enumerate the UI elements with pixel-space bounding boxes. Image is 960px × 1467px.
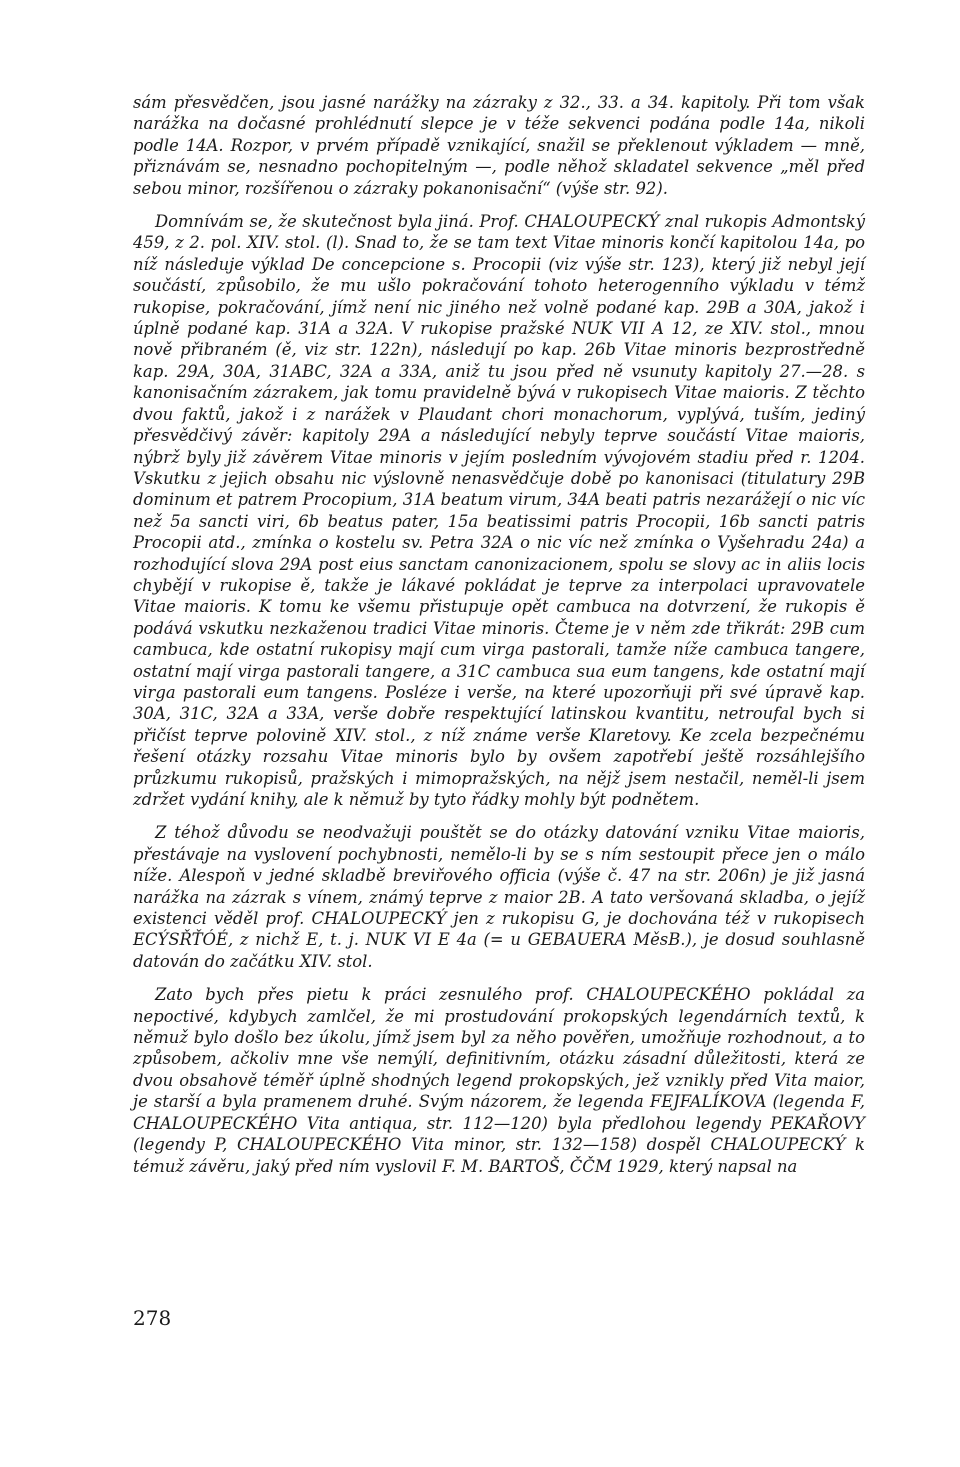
paragraph-1: sám přesvědčen, jsou jasné narážky na zázraky z 32., 33. a 34. kapitoly. Při tom však narážka na dočasné prohlédnutí slepce je v téže sekvenci podána podle 14a, nikoli podle 14A. Rozpor, v prvém případě vznikající, snažil se překlenout výkladem — mně, přiznávám se, nesnadno pochopitelným —, podle něhož skladatel sekvence „měl před sebou minor, rozšířenou o zázraky pokanonisační“ (výše str. 92).	[133, 93, 865, 198]
paragraph-2: Domnívám se, že skutečnost byla jiná. Prof. CHALOUPECKÝ znal rukopis Admontský 459, z 2. pol. XIV. stol. (l). Snad to, že se tam text Vitae minoris končí kapitolou 14a, po níž následuje výklad De concepcione s. Procopii (viz výše str. 123), který již nebyl její součástí, způsobilo, že mu ušlo pokračování tohoto heterogenního výkladu v témž rukopise, pokračování, jímž není nic jiného než volně podané kap. 29B a 30A, jakož i úplně podané kap. 31A a 32A. V rukopise pražské NUK VII A 12, ze XIV. stol., mnou nově přibraném (ě, viz str. 122n), následují po kap. 26b Vitae minoris bezprostředně kap. 29A, 30A, 31ABC, 32A a 33A, aniž tu jsou před ně vsunuty kapitoly 27.—28. s kanonisačním zázrakem, jak tomu pravidelně bývá v rukopisech Vitae maioris. Z těchto dvou faktů, jakož i z narážek v Plaudant chori monachorum, vyplývá, tuším, jediný přesvědčivý závěr: kapitoly 29A a následující nebyly teprve součástí Vitae maioris, nýbrž byly již závěrem Vitae minoris v jejím posledním vývojovém stadiu před r. 1204. Vskutku z jejich obsahu nic výslovně nenasvědčuje době po kanonisaci (titulatury 29B dominum et patrem Procopium, 31A beatum virum, 34A beati patris nezarážejí o nic víc než 5a sancti viri, 6b beatus pater, 15a beatissimi patris Procopii, 16b sancti patris Procopii atd., zmínka o kostelu sv. Petra 32A o nic víc než zmínka o Vyšehradu 24a) a rozhodující slova 29A post eius sanctam canonizacionem, spolu se slovy ac in aliis locis chybějí v rukopise ě, takže je lákavé pokládat je teprve za interpolaci upravovatele Vitae maioris. K tomu ke všemu přistupuje opět cambuca na dotvrzení, že rukopis ě podává vskutku nezkaženou tradici Vitae minoris. Čteme je v něm zde třikrát: 29B cum cambuca, kde ostatní rukopisy mají cum virga pastorali, tamže níže cambuca tangere, ostatní mají virga pastorali tangere, a 31C cambuca sua eum tangens, kde ostatní mají virga pastorali eum tangens. Posléze i verše, na které upozorňuji při své úpravě kap. 30A, 31C, 32A a 33A, verše dobře respektující latinskou kvantitu, netroufal bych si přičíst teprve polovině XIV. stol., z níž známe verše Klaretovy. Ke zcela bezpečnému řešení otázky rozsahu Vitae minoris bylo by ovšem zapotřebí ještě rozsáhlejšího průzkumu rukopisů, pražských i mimopražských, na nějž jsem nestačil, neměl-li jsem zdržet vydání knihy, ale k němuž by tyto řádky mohly být podnětem.	[133, 212, 865, 809]
page-number: 278	[133, 1306, 172, 1330]
page-body	[133, 92, 865, 1177]
paragraph-gap	[133, 199, 865, 211]
paragraph-gap	[133, 972, 865, 984]
paragraph-3: Z téhož důvodu se neodvažuji pouštět se do otázky datování vzniku Vitae maioris, přestávaje na vyslovení pochybnosti, nemělo-li by se s ním sestoupit přece jen o málo níže. Alespoň v jedné skladbě breviřového officia (výše č. 47 na str. 206n) je již jasná narážka na zázrak s vínem, známý teprve z maior 2B. A tato veršovaná skladba, o jejíž existenci věděl prof. CHALOUPECKÝ jen z rukopisu G, je dochována též v rukopisech ECÝSŘŤÓÉ, z nichž E, t. j. NUK VI E 4a (= u GEBAUERA MěsB.), je dosud souhlasně datován do začátku XIV. stol.	[133, 823, 865, 971]
paragraph-gap	[133, 810, 865, 822]
paragraph-4: Zato bych přes pietu k práci zesnulého prof. CHALOUPECKÉHO pokládal za nepoctivé, kdybych zamlčel, že mi prostudování prokopských legendárních textů, k němuž bylo došlo bez úkolu, jímž jsem byl za něho pověřen, umožňuje rozhodnout, a to způsobem, ačkoliv mne vše nemýlí, definitivním, otázku zásadní důležitosti, která ze dvou obsahově téměř úplně shodných legend prokopských, jež vznikly před Vita maior, je starší a byla pramenem druhé. Svým názorem, že legenda FEJFALÍKOVA (legenda F, CHALOUPECKÉHO Vita antiqua, str. 112—120) byla předlohou legendy PEKAŘOVY (legendy P, CHALOUPECKÉHO Vita minor, str. 132—158) dospěl CHALOUPECKÝ k témuž závěru, jaký před ním vyslovil F. M. BARTOŠ, ČČM 1929, který napsal na	[133, 985, 865, 1176]
